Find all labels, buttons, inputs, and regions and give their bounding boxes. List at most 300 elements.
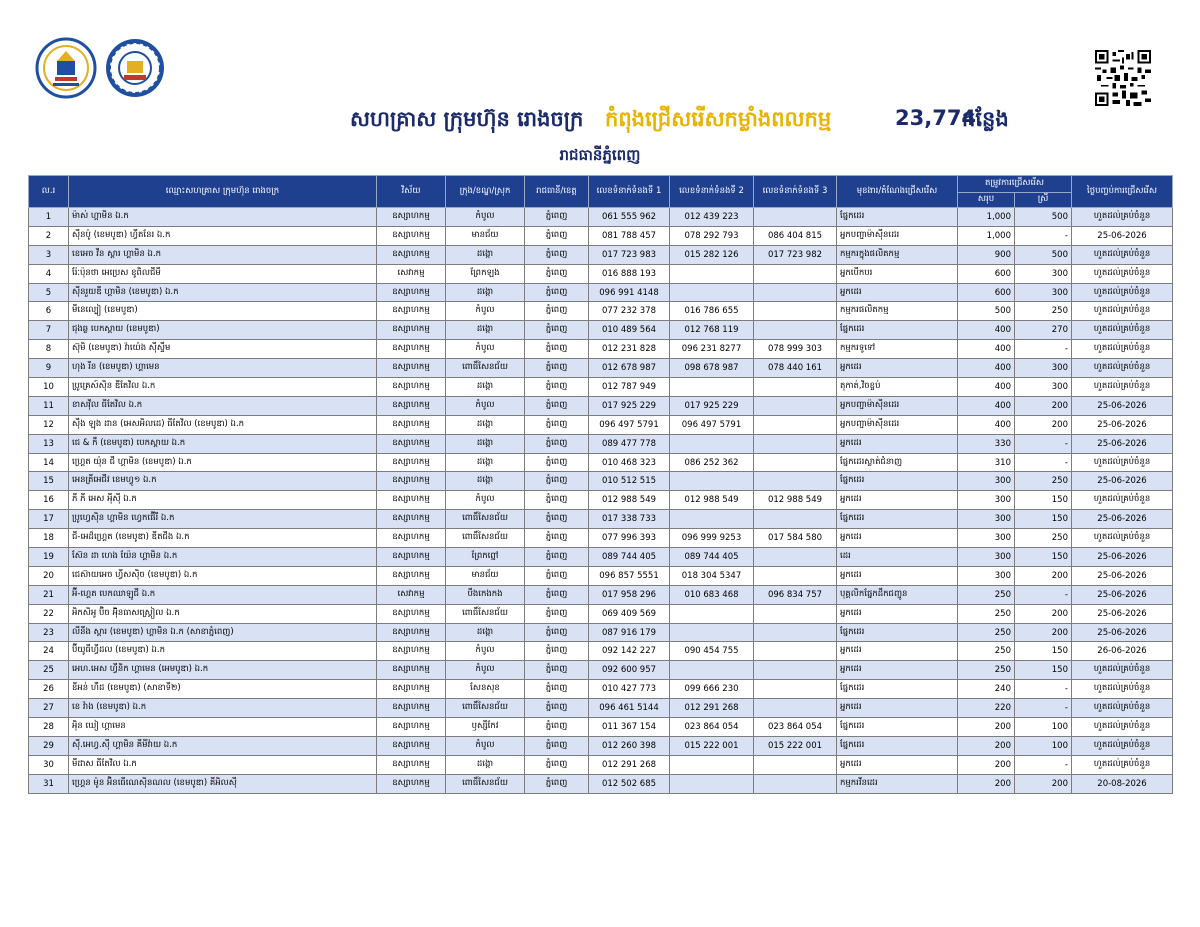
cell-no: 25 <box>29 661 69 680</box>
header-female: ស្រី <box>1015 193 1072 208</box>
cell-no: 13 <box>29 434 69 453</box>
qr-code-icon[interactable] <box>1095 50 1151 106</box>
cell-district: ពោធិ៍សែនជ័យ <box>446 529 525 548</box>
cell-phone2: 016 786 655 <box>670 302 754 321</box>
cell-sector: ឧស្សាហកម្ម <box>377 491 446 510</box>
cell-phone2: 089 744 405 <box>670 548 754 567</box>
cell-phone3: 078 440 161 <box>754 359 837 378</box>
cell-district: កំបូល <box>446 642 525 661</box>
cell-sector: ឧស្សាហកម្ម <box>377 302 446 321</box>
cell-phone2: 015 282 126 <box>670 245 754 264</box>
cell-no: 3 <box>29 245 69 264</box>
cell-name: ខេ វ៉ាង (ខេមបូឌា) ឯ.ក <box>69 699 377 718</box>
cell-total: 900 <box>958 245 1015 264</box>
cell-total: 400 <box>958 378 1015 397</box>
cell-sector: ឧស្សាហកម្ម <box>377 510 446 529</box>
table-row <box>29 529 1173 548</box>
cell-phone1: 012 291 268 <box>589 755 670 774</box>
cell-name: រ៉ែៈប៉ុនថា អេប្រេស ខូពិលជីមី <box>69 264 377 283</box>
header-province: រាជធានី/ខេត្ត <box>525 176 589 208</box>
cell-district: ពោធិ៍សែនជ័យ <box>446 359 525 378</box>
table-row <box>29 548 1173 567</box>
table-row <box>29 415 1173 434</box>
cell-phone3: 015 222 001 <box>754 736 837 755</box>
cell-no: 16 <box>29 491 69 510</box>
cell-no: 28 <box>29 718 69 737</box>
cell-female: 150 <box>1015 510 1072 529</box>
cell-phone2: 012 988 549 <box>670 491 754 510</box>
cell-district: ដង្កោ <box>446 434 525 453</box>
cell-name: អេហ.អេស ហ្វីនិក ហ្គាមេន (អេមបូឌា) ឯ.ក <box>69 661 377 680</box>
cell-deadline: 25-06-2026 <box>1072 396 1173 415</box>
cell-no: 8 <box>29 340 69 359</box>
cell-province: ភ្នំពេញ <box>525 774 589 793</box>
cell-position: អ្នកដេរ <box>837 642 958 661</box>
cell-province: ភ្នំពេញ <box>525 264 589 283</box>
cell-sector: ឧស្សាហកម្ម <box>377 736 446 755</box>
table-row <box>29 736 1173 755</box>
cell-province: ភ្នំពេញ <box>525 302 589 321</box>
cell-phone1: 016 888 193 <box>589 264 670 283</box>
cell-sector: ឧស្សាហកម្ម <box>377 359 446 378</box>
cell-deadline: ហួតដល់គ្រប់ចំនួន <box>1072 321 1173 340</box>
cell-district: កំបូល <box>446 396 525 415</box>
header-phone3: លេខទំនាក់ទំនងទី 3 <box>754 176 837 208</box>
cell-phone1: 012 988 549 <box>589 491 670 510</box>
cell-province: ភ្នំពេញ <box>525 642 589 661</box>
table-row <box>29 378 1173 397</box>
table-row <box>29 604 1173 623</box>
cell-district: ដង្កោ <box>446 453 525 472</box>
cell-total: 300 <box>958 510 1015 529</box>
table-row <box>29 718 1173 737</box>
cell-phone3: 023 864 054 <box>754 718 837 737</box>
cell-female: 300 <box>1015 359 1072 378</box>
cell-deadline: ហួតដល់គ្រប់ចំនួន <box>1072 283 1173 302</box>
cell-deadline: ហួតដល់គ្រប់ចំនួន <box>1072 264 1173 283</box>
cell-phone2: 018 304 5347 <box>670 566 754 585</box>
cell-sector: ឧស្សាហកម្ម <box>377 415 446 434</box>
cell-deadline: ហួតដល់គ្រប់ចំនួន <box>1072 529 1173 548</box>
cell-position: កម្មករវីនដេរ <box>837 774 958 793</box>
cell-female: - <box>1015 226 1072 245</box>
cell-province: ភ្នំពេញ <box>525 566 589 585</box>
cell-no: 18 <box>29 529 69 548</box>
table-row <box>29 226 1173 245</box>
cell-phone1: 017 925 229 <box>589 396 670 415</box>
cell-total: 220 <box>958 699 1015 718</box>
cell-no: 7 <box>29 321 69 340</box>
cell-female: 300 <box>1015 378 1072 397</box>
cell-sector: ឧស្សាហកម្ម <box>377 321 446 340</box>
cell-phone3 <box>754 623 837 642</box>
header-phone2: លេខទំនាក់ទំនងទី 2 <box>670 176 754 208</box>
cell-district: ពោធិ៍សែនជ័យ <box>446 604 525 623</box>
table-row <box>29 208 1173 227</box>
cell-total: 600 <box>958 264 1015 283</box>
cell-district: ដង្កោ <box>446 321 525 340</box>
cell-phone3 <box>754 755 837 774</box>
cell-phone3 <box>754 774 837 793</box>
cell-phone3 <box>754 396 837 415</box>
cell-female: - <box>1015 680 1072 699</box>
cell-phone1: 010 427 773 <box>589 680 670 699</box>
cell-total: 400 <box>958 340 1015 359</box>
cell-name: មីនេល្បៀ (ខេមបូឌា) <box>69 302 377 321</box>
cell-district: ដង្កោ <box>446 755 525 774</box>
cell-district: ដង្កោ <box>446 283 525 302</box>
cell-deadline: 26-06-2026 <box>1072 642 1173 661</box>
cell-district: សែនសុខ <box>446 680 525 699</box>
cell-female: 270 <box>1015 321 1072 340</box>
cell-deadline: ហួតដល់គ្រប់ចំនួន <box>1072 245 1173 264</box>
cell-total: 310 <box>958 453 1015 472</box>
table-row <box>29 453 1173 472</box>
cell-deadline: ហួតដល់គ្រប់ចំនួន <box>1072 491 1173 510</box>
cell-position: តុកាត់,វិចខ្ចប់ <box>837 378 958 397</box>
cell-phone3 <box>754 264 837 283</box>
cell-name: មីដាស ធីតែវិល ឯ.ក <box>69 755 377 774</box>
cell-phone1: 061 555 962 <box>589 208 670 227</box>
cell-province: ភ្នំពេញ <box>525 226 589 245</box>
cell-phone1: 012 502 685 <box>589 774 670 793</box>
cell-no: 30 <box>29 755 69 774</box>
cell-district: ដង្កោ <box>446 245 525 264</box>
table-row <box>29 642 1173 661</box>
table-row <box>29 245 1173 264</box>
cell-no: 14 <box>29 453 69 472</box>
cell-deadline: 25-06-2026 <box>1072 548 1173 567</box>
cell-name: ជុងឆ្ង បេកស្តាយ (ខេមបូឌា) <box>69 321 377 340</box>
cell-position: កម្មករក្នុងផលិតកម្ម <box>837 245 958 264</box>
cell-phone3 <box>754 472 837 491</box>
cell-phone1: 092 600 957 <box>589 661 670 680</box>
ministry-emblem-icon <box>35 37 97 99</box>
table-row <box>29 359 1173 378</box>
cell-province: ភ្នំពេញ <box>525 680 589 699</box>
cell-position: អ្នកដេរ <box>837 566 958 585</box>
cell-phone1: 010 468 323 <box>589 453 670 472</box>
cell-phone3 <box>754 415 837 434</box>
cell-province: ភ្នំពេញ <box>525 755 589 774</box>
cell-deadline: ហួតដល់គ្រប់ចំនួន <box>1072 302 1173 321</box>
table-row <box>29 566 1173 585</box>
cell-phone1: 092 142 227 <box>589 642 670 661</box>
cell-deadline: 25-06-2026 <box>1072 585 1173 604</box>
cell-name: ស៊ីនប៉ូ (ខេមបូឌា) ហ្វីតនែរ ឯ.ក <box>69 226 377 245</box>
cell-deadline: ហួតដល់គ្រប់ចំនួន <box>1072 359 1173 378</box>
cell-phone2 <box>670 283 754 302</box>
table-row <box>29 585 1173 604</box>
cell-no: 20 <box>29 566 69 585</box>
cell-sector: ឧស្សាហកម្ម <box>377 529 446 548</box>
cell-female: - <box>1015 585 1072 604</box>
cell-total: 300 <box>958 548 1015 567</box>
cell-position: ផ្នែកដេរ <box>837 680 958 699</box>
cell-district: ពោធិ៍សែនជ័យ <box>446 699 525 718</box>
cell-no: 29 <box>29 736 69 755</box>
cell-total: 250 <box>958 661 1015 680</box>
table-row <box>29 302 1173 321</box>
cell-no: 23 <box>29 623 69 642</box>
header-district: ក្រុង/ខណ្ឌ/ស្រុក <box>446 176 525 208</box>
cell-phone2: 099 666 230 <box>670 680 754 699</box>
cell-female: 300 <box>1015 283 1072 302</box>
cell-no: 31 <box>29 774 69 793</box>
cell-province: ភ្នំពេញ <box>525 208 589 227</box>
cell-province: ភ្នំពេញ <box>525 699 589 718</box>
cell-sector: ឧស្សាហកម្ម <box>377 226 446 245</box>
cell-position: អ្នកបញ្ជាម៉ាស៊ីនដេរ <box>837 226 958 245</box>
cell-no: 4 <box>29 264 69 283</box>
cell-deadline: ហួតដល់គ្រប់ចំនួន <box>1072 340 1173 359</box>
cell-province: ភ្នំពេញ <box>525 548 589 567</box>
cell-sector: ឧស្សាហកម្ម <box>377 566 446 585</box>
cell-phone3: 078 999 303 <box>754 340 837 359</box>
gear-seal-icon <box>104 37 166 99</box>
cell-female: 150 <box>1015 661 1072 680</box>
cell-deadline: ហួតដល់គ្រប់ចំនួន <box>1072 755 1173 774</box>
cell-position: បុគ្គលិកផ្នែកដឹកជញ្ជូន <box>837 585 958 604</box>
cell-phone3 <box>754 208 837 227</box>
cell-name: ប៊ីយូធីហ្វីដល (ខេមបូឌា) ឯ.ក <box>69 642 377 661</box>
cell-female: 100 <box>1015 718 1072 737</box>
table-row <box>29 510 1173 529</box>
cell-position: អ្នកដេរ <box>837 699 958 718</box>
cell-province: ភ្នំពេញ <box>525 585 589 604</box>
cell-position: ផ្នែកដេរ <box>837 321 958 340</box>
cell-no: 9 <box>29 359 69 378</box>
cell-sector: ឧស្សាហកម្ម <box>377 453 446 472</box>
cell-phone3 <box>754 661 837 680</box>
cell-district: ពោធិ៍សែនជ័យ <box>446 774 525 793</box>
cell-sector: ឧស្សាហកម្ម <box>377 661 446 680</box>
cell-phone1: 012 678 987 <box>589 359 670 378</box>
cell-name: ប្រូគ្រេស៍ស៊ិន ឌីតែវិល ឯ.ក <box>69 378 377 397</box>
cell-position: ផ្នែកដេរ <box>837 718 958 737</box>
cell-sector: ឧស្សាហកម្ម <box>377 245 446 264</box>
cell-position: អ្នកដេរ <box>837 359 958 378</box>
cell-female: 250 <box>1015 472 1072 491</box>
cell-district: ដង្កោ <box>446 472 525 491</box>
page-title <box>0 100 1200 140</box>
header-deadline: ថ្ងៃបញ្ចប់ការជ្រើសរើស <box>1072 176 1173 208</box>
cell-name: ម៉ាស់ ហ្គាមិន ឯ.ក <box>69 208 377 227</box>
cell-province: ភ្នំពេញ <box>525 736 589 755</box>
cell-deadline: 25-06-2026 <box>1072 434 1173 453</box>
header-phone1: លេខទំនាក់ទំនងទី 1 <box>589 176 670 208</box>
cell-phone1: 012 260 398 <box>589 736 670 755</box>
cell-female: - <box>1015 453 1072 472</box>
cell-name: ប្រូហ្វេស៊ិន ហ្គាមិន ហ្វេកផ៊ើរី ឯ.ក <box>69 510 377 529</box>
cell-phone2 <box>670 604 754 623</box>
cell-total: 200 <box>958 718 1015 737</box>
cell-no: 24 <box>29 642 69 661</box>
header-sector: វិស័យ <box>377 176 446 208</box>
cell-phone3: 012 988 549 <box>754 491 837 510</box>
cell-phone2 <box>670 661 754 680</box>
cell-district: កំបូល <box>446 302 525 321</box>
page-subtitle: រាជធានីភ្នំពេញ <box>559 146 641 164</box>
cell-total: 250 <box>958 585 1015 604</box>
cell-phone1: 089 477 778 <box>589 434 670 453</box>
cell-district: កំបូល <box>446 661 525 680</box>
cell-position: អ្នកដេរ <box>837 604 958 623</box>
cell-province: ភ្នំពេញ <box>525 434 589 453</box>
cell-phone1: 012 231 828 <box>589 340 670 359</box>
cell-name: ស៊ែន ដា ហេង យ៉ែន ហ្គាមិន ឯ.ក <box>69 548 377 567</box>
cell-name: ហ្គ្រេន ម៉ូន អ៊ិនធើណេស៊ិនណល (ខេមបូឌា) គីអិលស៊ី <box>69 774 377 793</box>
cell-province: ភ្នំពេញ <box>525 245 589 264</box>
cell-position: កម្មករទូទៅ <box>837 340 958 359</box>
cell-province: ភ្នំពេញ <box>525 340 589 359</box>
cell-phone2: 096 999 9253 <box>670 529 754 548</box>
cell-deadline: 25-06-2026 <box>1072 472 1173 491</box>
cell-position: អ្នកដេរ <box>837 434 958 453</box>
cell-total: 250 <box>958 642 1015 661</box>
cell-phone1: 087 916 179 <box>589 623 670 642</box>
cell-phone2 <box>670 774 754 793</box>
cell-deadline: ហួតដល់គ្រប់ចំនួន <box>1072 661 1173 680</box>
cell-phone2: 098 678 987 <box>670 359 754 378</box>
cell-district: ឫស្សីកែវ <box>446 718 525 737</box>
cell-province: ភ្នំពេញ <box>525 396 589 415</box>
cell-district: កំបូល <box>446 208 525 227</box>
cell-female: 200 <box>1015 396 1072 415</box>
cell-phone2: 012 768 119 <box>670 321 754 340</box>
cell-phone3 <box>754 378 837 397</box>
cell-sector: ឧស្សាហកម្ម <box>377 283 446 302</box>
cell-phone1: 017 723 983 <box>589 245 670 264</box>
cell-no: 1 <box>29 208 69 227</box>
cell-total: 300 <box>958 472 1015 491</box>
cell-sector: ឧស្សាហកម្ម <box>377 755 446 774</box>
cell-deadline: 20-08-2026 <box>1072 774 1173 793</box>
job-table <box>28 175 1173 794</box>
cell-deadline: 25-06-2026 <box>1072 226 1173 245</box>
cell-female: 200 <box>1015 415 1072 434</box>
header-name: ឈ្មោះសហគ្រាស ក្រុមហ៊ុន រោងចក្រ <box>69 176 377 208</box>
table-row <box>29 396 1173 415</box>
title-main: សហគ្រាស ក្រុមហ៊ុន រោងចក្រ <box>350 107 584 131</box>
cell-total: 200 <box>958 736 1015 755</box>
cell-deadline: ហួតដល់គ្រប់ចំនួន <box>1072 680 1173 699</box>
cell-province: ភ្នំពេញ <box>525 359 589 378</box>
cell-no: 11 <box>29 396 69 415</box>
cell-position: អ្នកដេរ <box>837 283 958 302</box>
cell-deadline: ហួតដល់គ្រប់ចំនួន <box>1072 718 1173 737</box>
cell-district: ព្រែកព្នៅ <box>446 548 525 567</box>
cell-total: 240 <box>958 680 1015 699</box>
cell-province: ភ្នំពេញ <box>525 415 589 434</box>
cell-phone1: 011 367 154 <box>589 718 670 737</box>
cell-no: 22 <box>29 604 69 623</box>
cell-district: បឹងកេងកង <box>446 585 525 604</box>
cell-name: អេនត្រីអេជីវ ខេមហ្វូ១ ឯ.ក <box>69 472 377 491</box>
cell-phone2: 090 454 755 <box>670 642 754 661</box>
table-row <box>29 623 1173 642</box>
cell-total: 300 <box>958 491 1015 510</box>
cell-position: អ្នកដេរ <box>837 491 958 510</box>
cell-name: ស៊ីនរួយឌី ហ្គាមិន (ខេមបូឌា) ឯ.ក <box>69 283 377 302</box>
cell-phone1: 096 857 5551 <box>589 566 670 585</box>
cell-district: មានជ័យ <box>446 566 525 585</box>
cell-phone3: 086 404 815 <box>754 226 837 245</box>
cell-total: 600 <box>958 283 1015 302</box>
table-row <box>29 472 1173 491</box>
cell-sector: សេវាកម្ម <box>377 264 446 283</box>
cell-phone2 <box>670 434 754 453</box>
cell-total: 300 <box>958 529 1015 548</box>
cell-female: 200 <box>1015 604 1072 623</box>
cell-phone3 <box>754 548 837 567</box>
title-count: 23,774 <box>895 106 977 130</box>
cell-name: ជេ & កឹ (ខេមបូឌា) បេកស្តាយ ឯ.ក <box>69 434 377 453</box>
cell-deadline: 25-06-2026 <box>1072 415 1173 434</box>
cell-phone1: 081 788 457 <box>589 226 670 245</box>
cell-name: ខីអន់ ហឺដ (ខេមបូឌា) (សាខាទី២) <box>69 680 377 699</box>
cell-sector: ឧស្សាហកម្ម <box>377 642 446 661</box>
header-need: តម្រូវការជ្រើសរើស <box>958 176 1072 193</box>
cell-phone1: 012 787 949 <box>589 378 670 397</box>
cell-female: 250 <box>1015 529 1072 548</box>
cell-position: ផ្នែកដេរ <box>837 736 958 755</box>
cell-province: ភ្នំពេញ <box>525 529 589 548</box>
table-row <box>29 283 1173 302</box>
table-row <box>29 699 1173 718</box>
cell-phone1: 010 512 515 <box>589 472 670 491</box>
cell-female: 200 <box>1015 566 1072 585</box>
cell-position: ផ្នែកដេរ <box>837 623 958 642</box>
cell-phone2: 096 497 5791 <box>670 415 754 434</box>
cell-total: 330 <box>958 434 1015 453</box>
cell-deadline: 25-06-2026 <box>1072 566 1173 585</box>
cell-total: 200 <box>958 774 1015 793</box>
cell-province: ភ្នំពេញ <box>525 472 589 491</box>
cell-no: 6 <box>29 302 69 321</box>
cell-no: 27 <box>29 699 69 718</box>
cell-female: - <box>1015 340 1072 359</box>
cell-district: ដង្កោ <box>446 623 525 642</box>
cell-phone3 <box>754 321 837 340</box>
cell-no: 19 <box>29 548 69 567</box>
cell-phone2 <box>670 264 754 283</box>
cell-sector: ឧស្សាហកម្ម <box>377 774 446 793</box>
table-row <box>29 321 1173 340</box>
cell-district: ព្រែកឡង <box>446 264 525 283</box>
cell-female: 150 <box>1015 548 1072 567</box>
header-position: មុខងារ/តំណែងជ្រើសរើស <box>837 176 958 208</box>
cell-total: 250 <box>958 604 1015 623</box>
cell-phone1: 010 489 564 <box>589 321 670 340</box>
cell-total: 400 <box>958 396 1015 415</box>
cell-total: 400 <box>958 415 1015 434</box>
cell-phone1: 077 232 378 <box>589 302 670 321</box>
cell-no: 2 <box>29 226 69 245</box>
cell-sector: ឧស្សាហកម្ម <box>377 680 446 699</box>
table-row <box>29 434 1173 453</box>
cell-phone1: 096 461 5144 <box>589 699 670 718</box>
title-unit: កន្លែង <box>962 107 1009 131</box>
cell-phone3 <box>754 604 837 623</box>
cell-name: ហ្គ្រេត យ៉ុន ជី ហ្គាមិន (ខេមបូឌា) ឯ.ក <box>69 453 377 472</box>
cell-sector: ឧស្សាហកម្ម <box>377 396 446 415</box>
cell-deadline: ហួតដល់គ្រប់ចំនួន <box>1072 736 1173 755</box>
cell-name: ខេអេច វីន ស្តារ ហ្គាមិន ឯ.ក <box>69 245 377 264</box>
cell-province: ភ្នំពេញ <box>525 661 589 680</box>
cell-phone3 <box>754 510 837 529</box>
cell-female: - <box>1015 699 1072 718</box>
